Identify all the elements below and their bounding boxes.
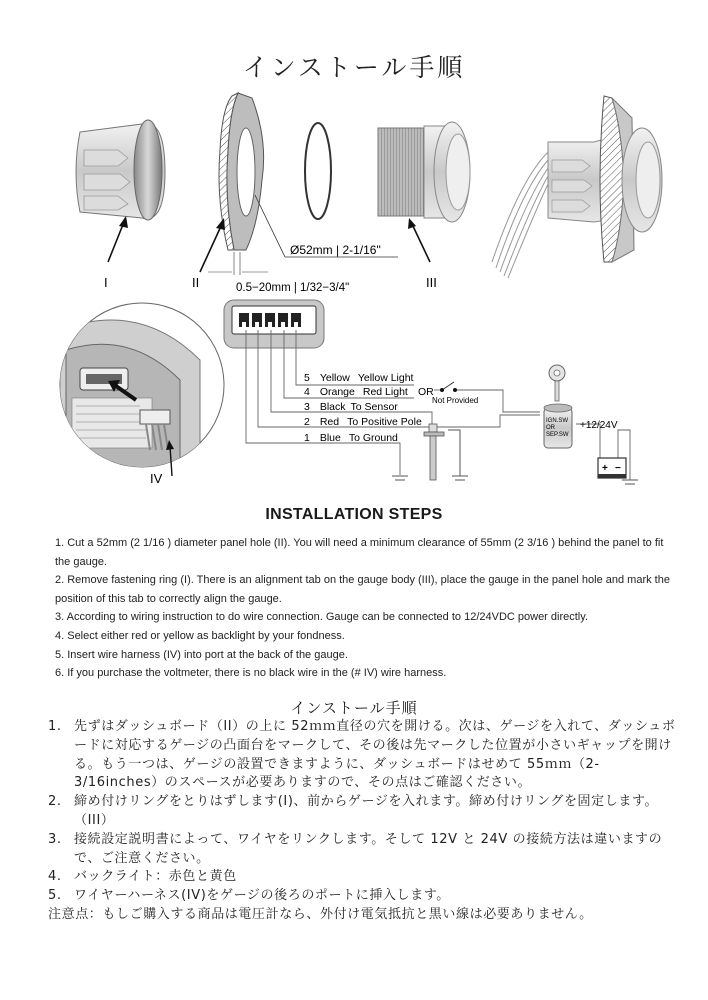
fastening-ring-illustration xyxy=(76,120,165,262)
wire-2: 2 Red To Positive Pole xyxy=(304,416,422,428)
label-part-III: III xyxy=(426,275,437,290)
sensor-illustration xyxy=(424,424,444,480)
svg-text:SEP.SW: SEP.SW xyxy=(546,432,569,438)
english-step-5: 5. Insert wire harness (IV) into port at the back of the gauge. xyxy=(55,648,348,661)
english-heading: INSTALLATION STEPS xyxy=(265,506,443,523)
english-step-4: 4. Select either red or yellow as backlight by your fondness. xyxy=(55,629,345,642)
svg-text:+: + xyxy=(602,463,608,474)
wire-1: 1 Blue To Ground xyxy=(304,432,398,444)
english-step-6: 6. If you purchase the voltmeter, there is no black wire in the (# IV) wire harness. xyxy=(55,667,447,680)
voltage-label: +12/24V xyxy=(580,420,618,431)
o-ring-illustration xyxy=(305,123,331,219)
battery-illustration xyxy=(598,458,626,478)
ignition-label-1: IGN.SW xyxy=(546,418,568,424)
japanese-steps xyxy=(48,718,678,925)
label-part-IV: IV xyxy=(150,471,163,486)
label-part-II: II xyxy=(192,275,200,290)
ignition-switch-illustration xyxy=(544,365,572,448)
japanese-step-1: 1. 先ずはダッシュボード（II）の上に 52ｍｍ直径の穴を開ける。次は、ゲージを入れて、ダッシュボードに対応するゲージの凸面台をマークして、その後は先マークした位置が小さいギャップを開ける。もう一つは、ゲージの設置できますように、ダッシュボードはせめて 55ｍｍ（2-3/16inches）のスペースが必要ありますので、その点はご確認ください。 xyxy=(48,719,676,791)
japanese-note: 注意点：もしご購入する商品は電圧計なら、外付け電気抵抗と黒い線は必要ありません。 xyxy=(48,906,593,922)
assembled-gauge-illustration xyxy=(492,96,662,278)
english-steps xyxy=(55,534,675,683)
or-label: OR xyxy=(418,386,434,398)
wire-5: 5 Yellow Yellow Light xyxy=(304,372,414,384)
hole-dimension: Ø52mm | 2-1/16" xyxy=(290,243,381,257)
wire-4: 4 Orange Red Light xyxy=(304,386,408,398)
gauge-body-illustration xyxy=(378,122,470,262)
english-step-3: 3. According to wiring instruction to do wire connection. Gauge can be connected to 12/24VDC power directly. xyxy=(55,611,588,624)
svg-text:−: − xyxy=(615,463,621,474)
page-title: インストール手順 xyxy=(242,53,466,82)
svg-text:OR: OR xyxy=(546,425,555,431)
panel-thickness: 0.5−20mm | 1/32−3/4" xyxy=(236,282,350,294)
harness-port-inset xyxy=(60,303,224,480)
japanese-step-2: 2. 締め付けリングをとりはずします(I)、前からゲージを入れます。締め付けリングを固定します。（III） xyxy=(48,794,659,828)
japanese-step-3: 3. 接続設定説明書によって、ワイヤをリンクします。そして 12V と 24V の接続方法は違いますので、ご注意ください。 xyxy=(48,831,663,866)
japanese-step-5: 5. ワイヤーハーネス(IV)をゲージの後ろのポートに挿入します。 xyxy=(48,888,450,904)
wire-3: 3 Black To Sensor xyxy=(304,401,398,413)
english-step-2: 2. Remove fastening ring (I). There is an alignment tab on the gauge body (III), place the gauge in the panel hole and mark the position of this tab to correctly align the gauge. xyxy=(55,574,670,605)
connector-illustration xyxy=(224,300,324,348)
japanese-heading: インストール手順 xyxy=(290,699,418,717)
switch-note: Not Provided xyxy=(432,396,479,405)
japanese-step-4: 4. バックライト：赤色と黄色 xyxy=(48,869,237,885)
english-step-1: 1. Cut a 52mm (2 1/16 ) diameter panel hole (II). You will need a minimum clearance of 55mm (2 3/16 ) behind the panel to fit the gauge. xyxy=(55,537,664,568)
label-part-I: I xyxy=(104,275,108,290)
